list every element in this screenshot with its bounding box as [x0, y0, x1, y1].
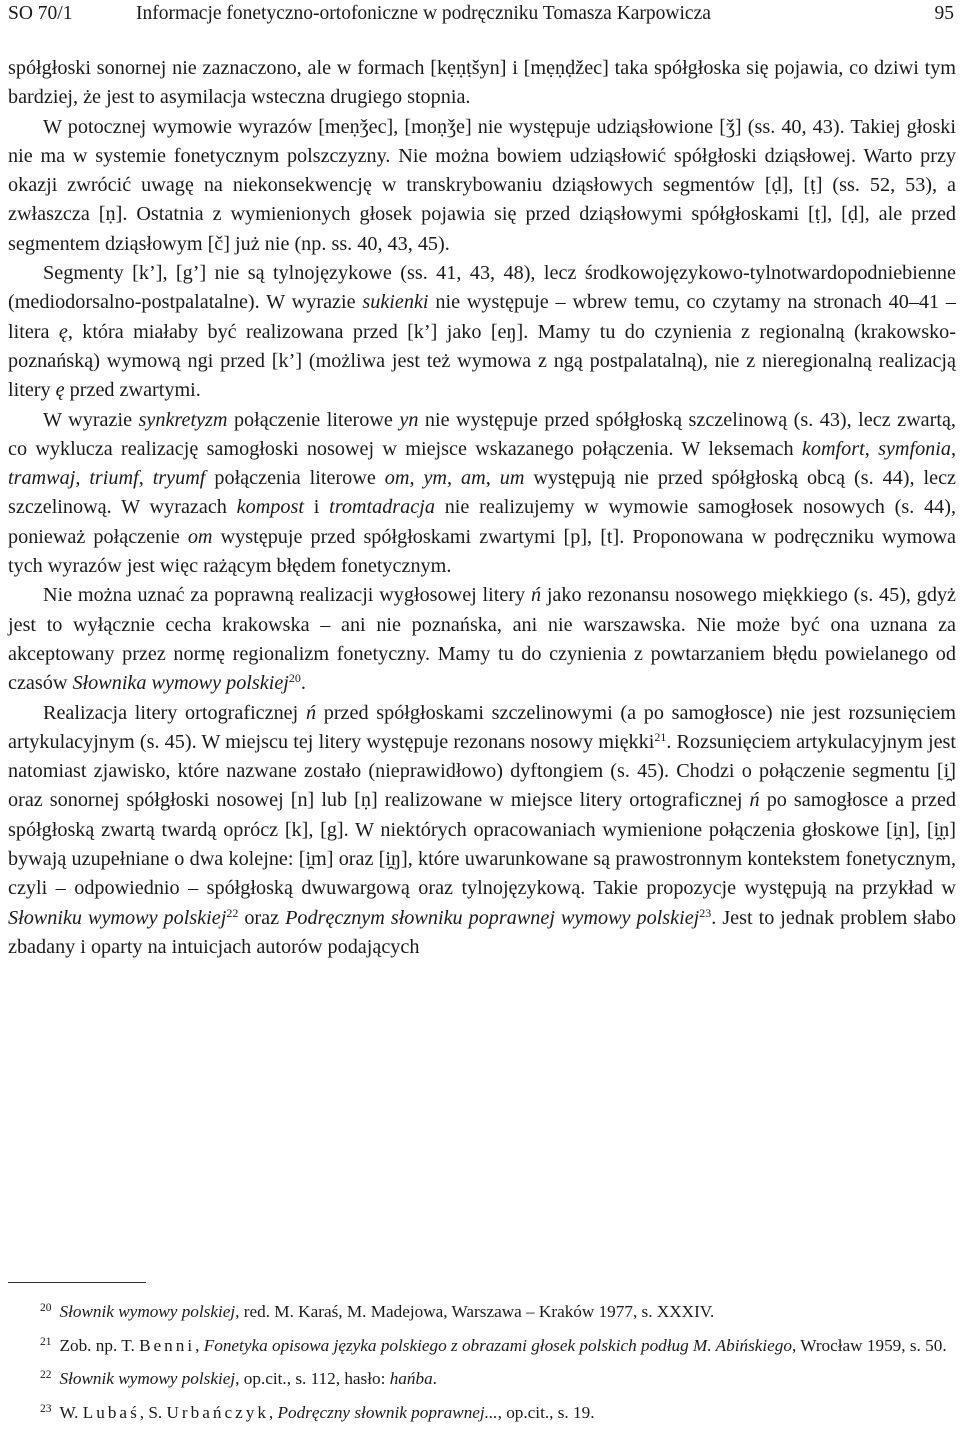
running-title: Informacje fonetyczno-ortofoniczne w podręczniku Tomasza Karpowicza	[136, 3, 711, 24]
body-text	[8, 54, 956, 962]
page-number: 95	[934, 3, 954, 24]
footnote-ref-20[interactable]: 20	[288, 671, 301, 686]
footnote-ref-22[interactable]: 22	[226, 905, 239, 920]
paragraph-3: Segmenty [k’], [g’] nie są tylnojęzykowe (ss. 41, 43, 48), lecz środkowojęzykowo-tylnotwardopodniebienne (mediodorsalno-postpalatalne). W wyrazie sukienki nie występuje – wbrew temu, co czytamy na stronach 40–41 – litera ę, która miałaby być realizowana przed [k’] jako [eŋ]. Mamy tu do czynienia z regionalną (krakowsko-poznańską) wymową ngi przed [k’] (możliwa jest też wymowa z ngą postpalatalną), nie z nieregionalną realizacją litery ę przed zwartymi.	[8, 262, 956, 402]
footnote-ref-23[interactable]: 23	[699, 905, 712, 920]
running-header	[8, 0, 956, 41]
paragraph-5: Nie można uznać za poprawną realizacji wygłosowej litery ń jako rezonansu nosowego miękkiego (s. 45), gdyż jest to wyłącznie cecha krakowska – ani nie poznańska, ani nie warszawska. Nie może być ona uznana za akceptowany przez normę regionalizm fonetyczny. Mamy tu do czynienia z powtarzaniem błędu powielanego od czasów Słownika wymowy polskiej$^{20}$.	[8, 584, 957, 695]
paragraph-6: Realizacja litery ortograficznej ń przed spółgłoskami szczelinowymi (a po samogłosce) nie jest rozsunięciem artykulacyjnym (s. 45). W miejscu tej litery występuje rezonans nosowy miękki$^{21}$. Rozsunięciem artykulacyjnym jest natomiast zjawisko, które nazwane zostało (nieprawidłowo) dyftongiem (s. 45). Chodzi o połączenie segmentu [i̯] oraz sonornej spółgłoski nosowej [n] lub [ṇ] realizowane w miejsce litery ortograficznej ń po samogłosce a przed spółgłoską zwartą twardą oprócz [k], [g]. W niektórych opracowaniach wymienione połączenia głoskowe [i̯n], [i̯ṇ] bywają uzupełniane o dwa kolejne: [i̯m] oraz [i̯ŋ], które uwarunkowane są prawostronnym kontekstem fonetycznym, czyli – odpowiednio – spółgłoską dwuwargową oraz tylnojęzykową. Takie propozycje występują na przykład w Słowniku wymowy polskiej$^{22}$ oraz Podręcznym słowniku poprawnej wymowy polskiej$^{23}$. Jest to jednak problem słabo zbadany i oparty na intuicjach autorów podających	[8, 701, 956, 958]
journal-signature: SO 70/1	[8, 3, 73, 24]
paragraph-2: W potocznej wymowie wyrazów [meṇǯec], [moṇǯe] nie występuje udziąsłowione [ǯ] (ss. 40, 43). Takiej głoski nie ma w systemie fonetycznym polszczyzny. Nie można bowiem udziąsłowić spółgłoski dziąsłowej. Warto przy okazji zwrócić uwagę na niekonsekwencję w transkrybowaniu dziąsłowych segmentów [ḍ], [ṭ] (ss. 52, 53), a zwłaszcza [ṇ]. Ostatnia z wymienionych głosek pojawia się przed dziąsłowymi spółgłoskami [ṭ], [ḍ], ale przed segmentem dziąsłowym [č] już nie (np. ss. 40, 43, 45).	[8, 115, 956, 255]
paragraph-1: spółgłoski sonornej nie zaznaczono, ale w formach [kẹṇṭšyn] i [mẹṇḍžec] taka spółgłoska się pojawia, co dziwi tym bardziej, że jest to asymilacja wsteczna drugiego stopnia.	[8, 57, 956, 109]
footnote-23: $^{23}$ W. Lubaś, S. Urbańczyk, Podręczny słownik poprawnej..., op.cit., s. 19.	[40, 1402, 595, 1422]
footnote-22: $^{22}$ Słownik wymowy polskiej, op.cit., s. 112, hasło: hańba.	[40, 1369, 437, 1388]
footnote-21: $^{21}$ Zob. np. T. Benni, Fonetyka opisowa języka polskiego z obrazami głosek polskich podług M. Abińskiego, Wrocław 1959, s. 50.	[40, 1335, 947, 1355]
footnote-separator	[8, 1282, 146, 1283]
paragraph-4: W wyrazie synkretyzm połączenie literowe yn nie występuje przed spółgłoską szczelinową (s. 43), lecz zwartą, co wyklucza realizację samogłoski nosowej w miejsce wskazanego połączenia. W leksemach komfort, symfonia, tramwaj, triumf, tryumf połączenia literowe om, ym, am, um występują nie przed spółgłoską obcą (s. 44), lecz szczelinową. W wyrazach kompost i tromtadracja nie realizujemy w wymowie samogłosek nosowych (s. 44), ponieważ połączenie om występuje przed spółgłoskami zwartymi [p], [t]. Proponowana w podręczniku wymowa tych wyrazów jest więc rażącym błędem fonetycznym.	[8, 408, 957, 578]
footnote-ref-21[interactable]: 21	[654, 729, 667, 744]
footnotes	[8, 1300, 956, 1434]
document-page	[8, 0, 956, 1451]
footnote-20: $^{20}$ Słownik wymowy polskiej, red. M. Karaś, M. Madejowa, Warszawa – Kraków 1977, s. XXXIV.	[40, 1302, 715, 1321]
